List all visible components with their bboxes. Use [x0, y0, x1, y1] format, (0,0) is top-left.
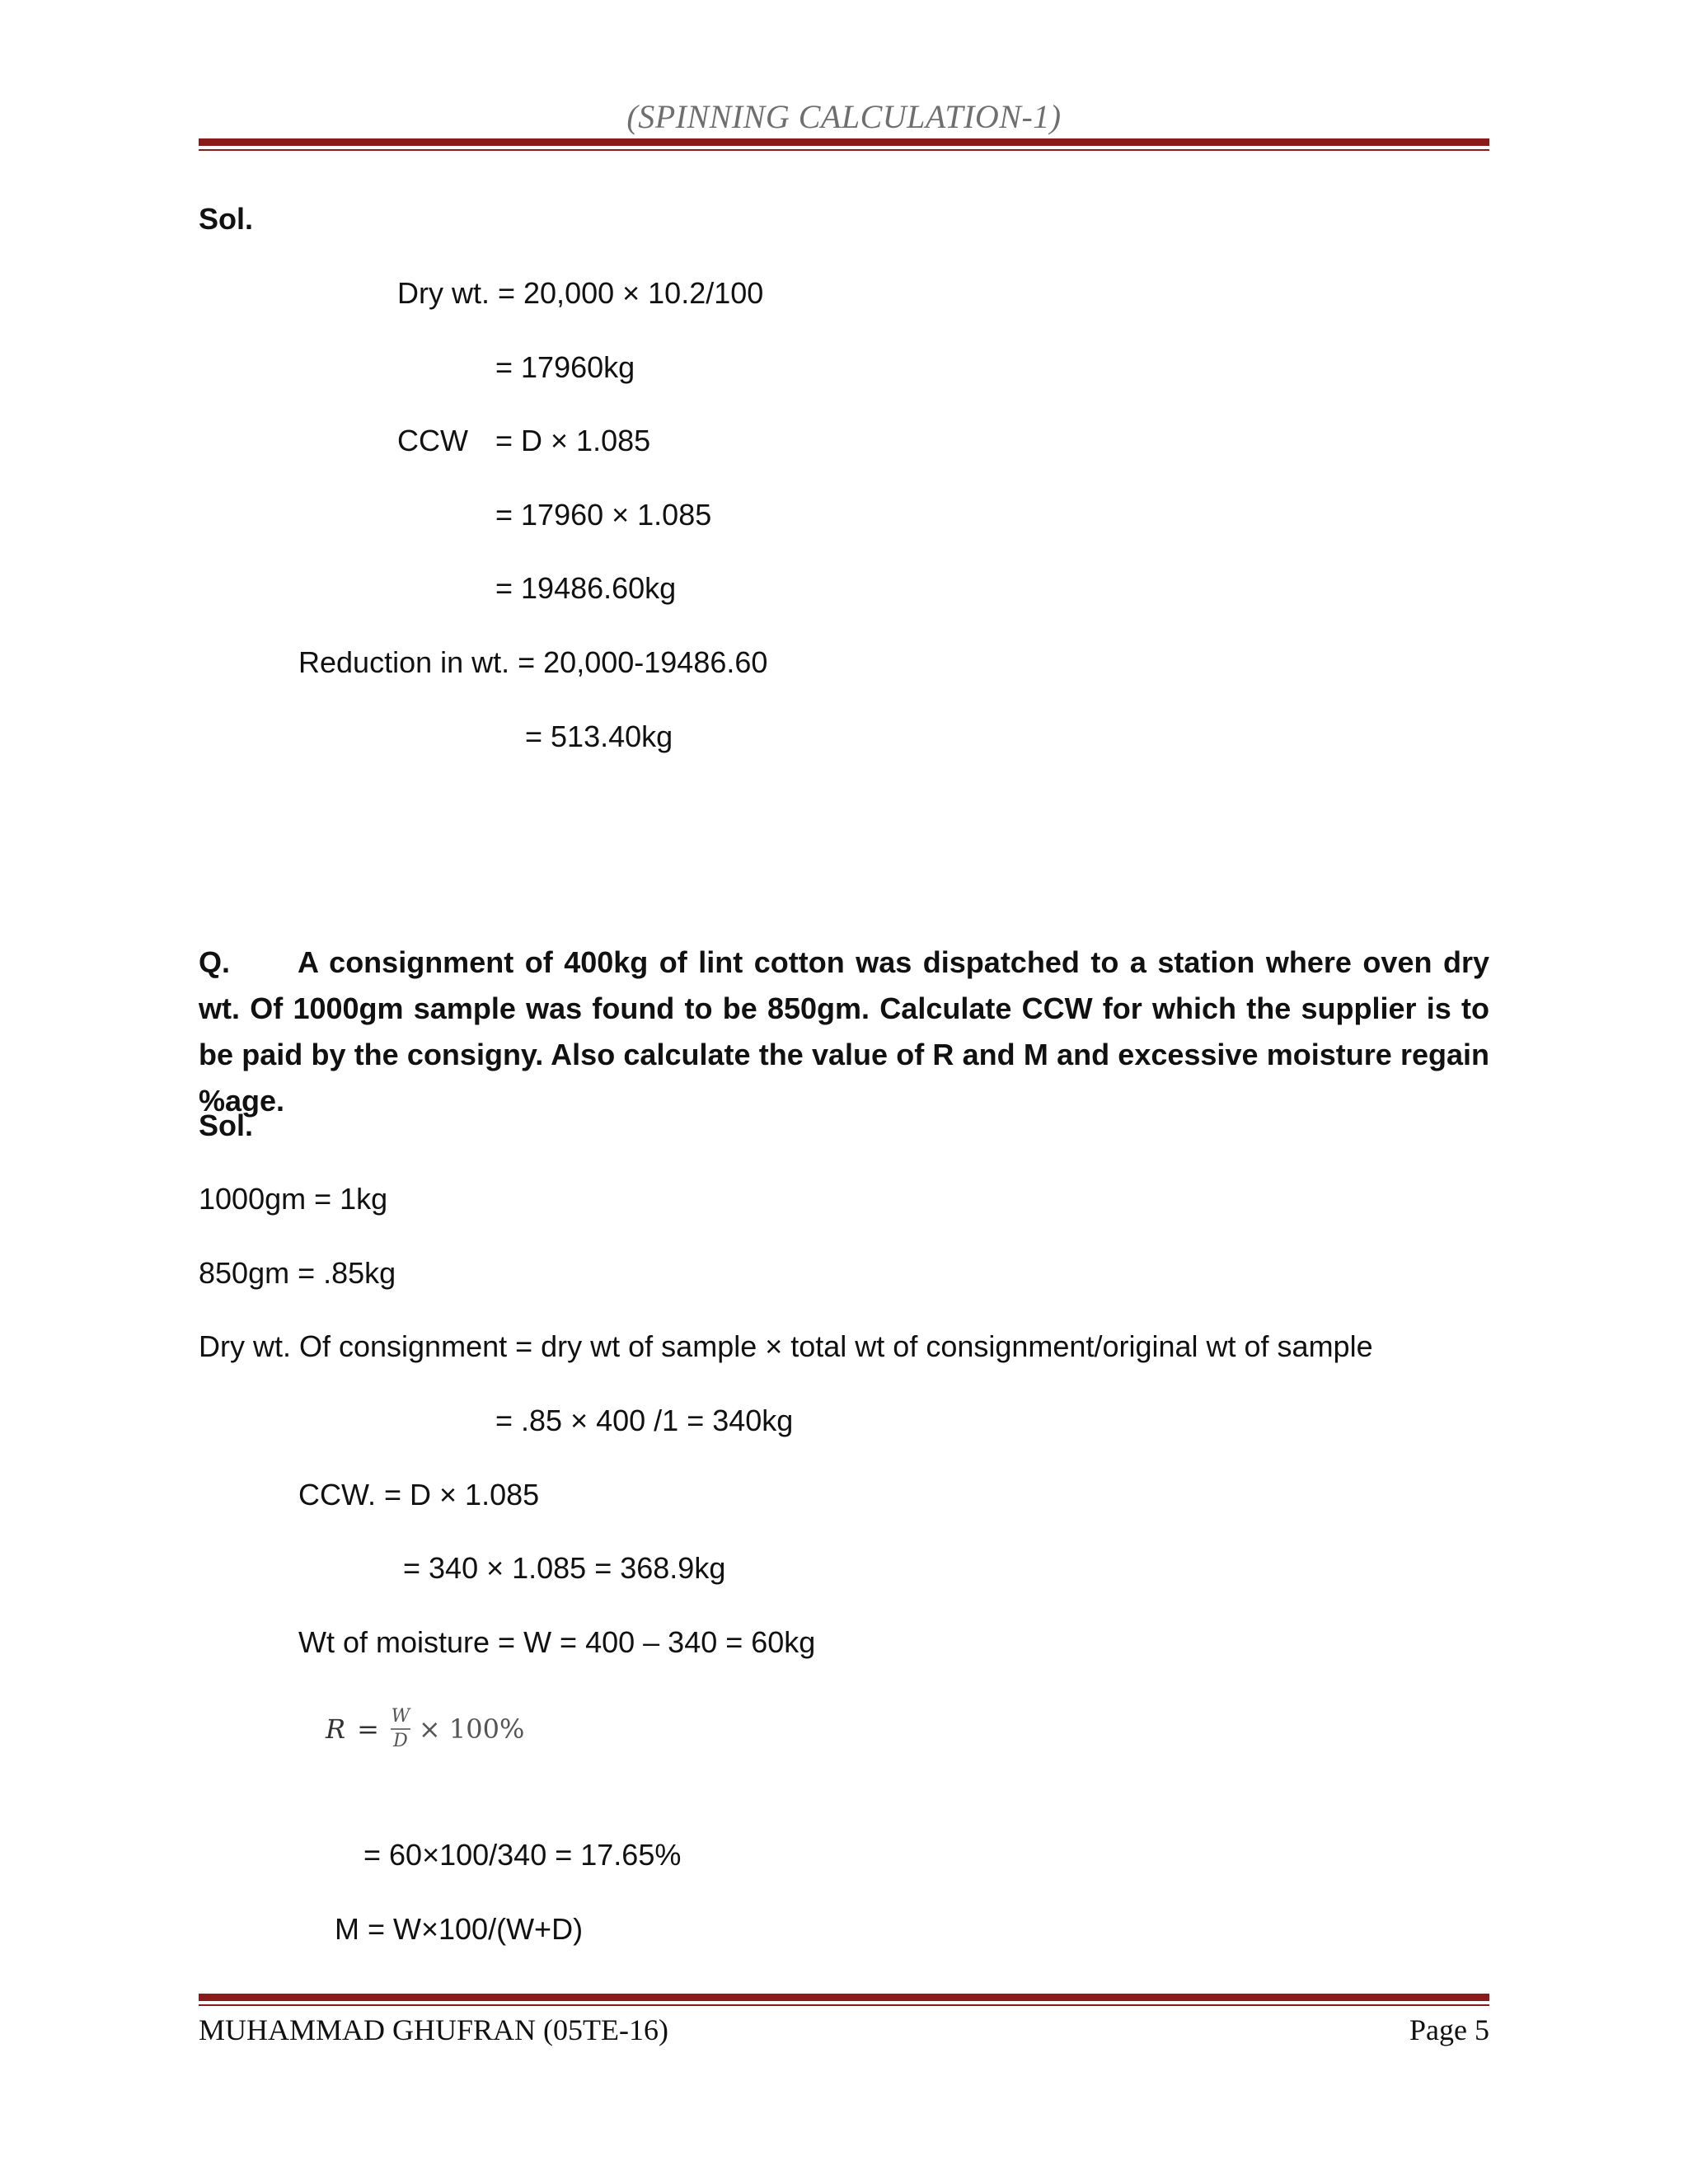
calc-line: CCW. = D × 1.085 [298, 1478, 540, 1511]
footer-rule [199, 1994, 1489, 2006]
calc-line: Dry wt. = 20,000 × 10.2/100 [397, 276, 764, 310]
header-rule [199, 138, 1489, 151]
header-title: (SPINNING CALCULATION-1) [626, 98, 1062, 135]
formula-lhs: R [326, 1713, 346, 1745]
calc-line: M = W×100/(W+D) [335, 1912, 584, 1946]
formula-equals: = [357, 1713, 379, 1745]
regain-formula [326, 1696, 524, 1762]
formula-numerator: W [391, 1706, 410, 1727]
calc-line: = 19486.60kg [495, 571, 677, 605]
calc-line: = 340 × 1.085 = 368.9kg [403, 1551, 726, 1585]
calc-line: = D × 1.085 [495, 424, 651, 457]
formula-denominator: D [393, 1731, 408, 1751]
question-label: Q. [199, 945, 231, 979]
formula-rest: × 100% [418, 1713, 525, 1745]
sol-label-2: Sol. [199, 1108, 254, 1142]
calc-line: Wt of moisture = W = 400 – 340 = 60kg [298, 1625, 816, 1659]
calc-line: = .85 × 400 /1 = 340kg [495, 1404, 794, 1437]
calc-label-ccw: CCW [397, 424, 468, 457]
sol-label-1: Sol. [199, 202, 254, 236]
question-text: A consignment of 400kg of lint cotton was dispatched to a station where oven dry wt. Of 1000gm sample was found to be 850gm. Calculate CCW for which the supplier is to be paid by the consigny. Also calculate the value of R and M and excessive moisture regain %age. [199, 945, 1489, 1118]
calc-line: = 17960kg [495, 350, 635, 384]
calc-line: Dry wt. Of consignment = dry wt of sample × total wt of consignment/original wt of sample [199, 1329, 1373, 1363]
calc-line: = 513.40kg [525, 719, 673, 753]
calc-line: Reduction in wt. = 20,000-19486.60 [298, 645, 768, 679]
calc-line: 1000gm = 1kg [199, 1182, 388, 1216]
footer-page-number: Page 5 [1409, 2013, 1489, 2046]
calc-line: = 60×100/340 = 17.65% [363, 1838, 682, 1872]
footer-author: MUHAMMAD GHUFRAN (05TE-16) [199, 2013, 668, 2046]
question-paragraph [199, 940, 1489, 1124]
calc-line: 850gm = .85kg [199, 1256, 396, 1290]
calc-line: = 17960 × 1.085 [495, 498, 712, 532]
formula-fraction [391, 1708, 410, 1750]
